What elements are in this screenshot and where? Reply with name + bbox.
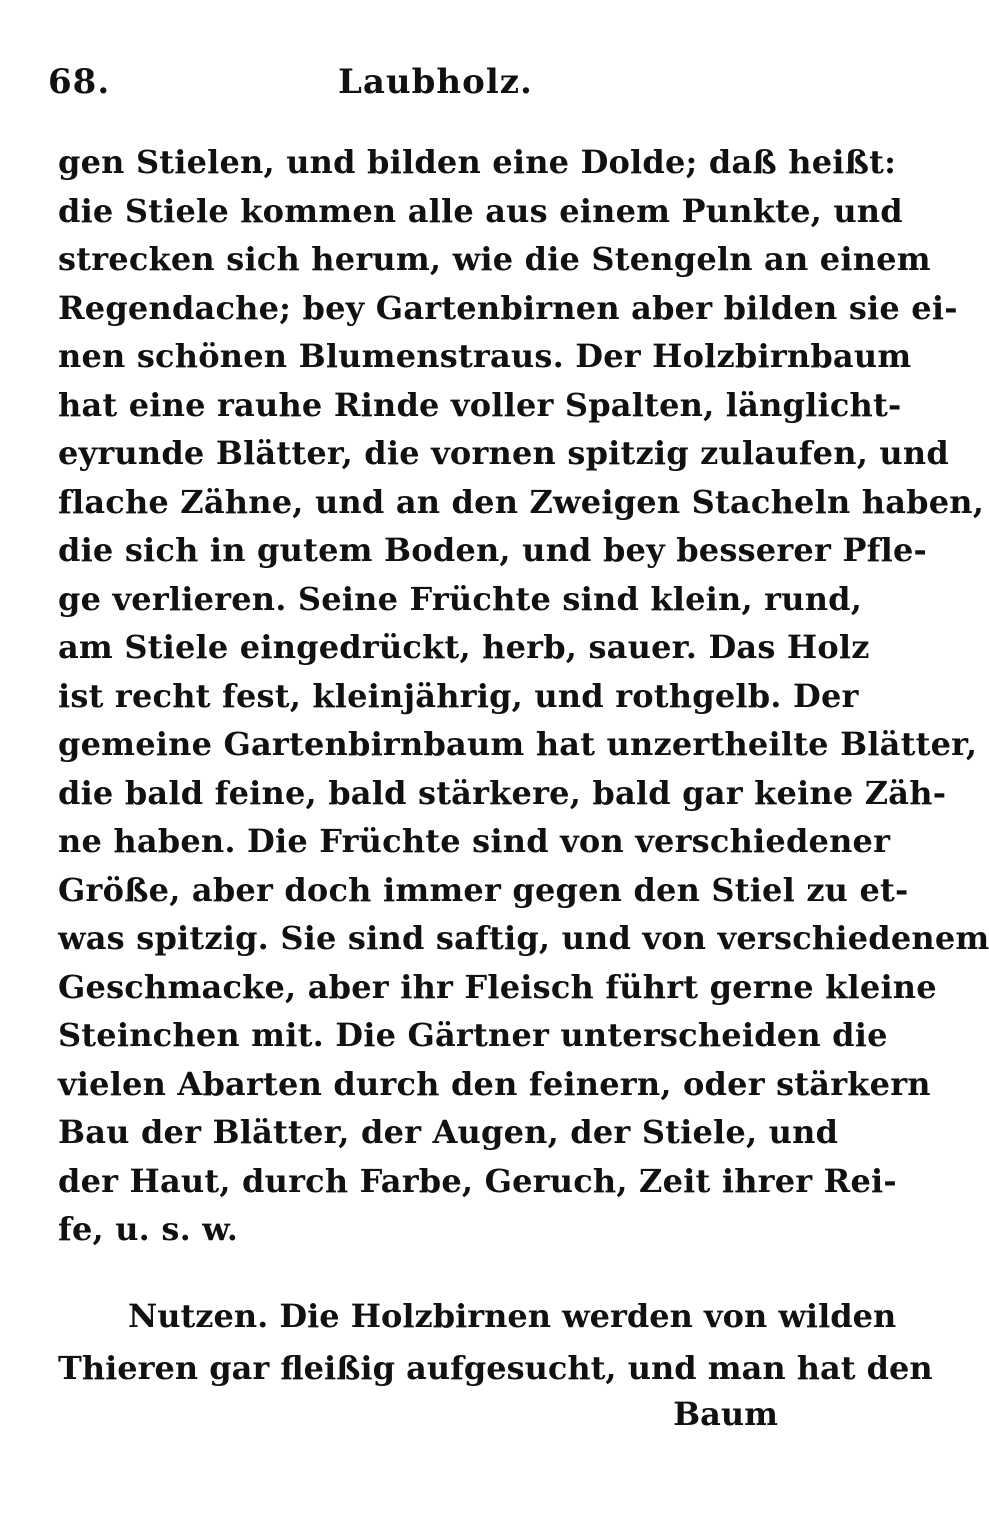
text-line: was spitzig. Sie sind saftig, und von verschiedenem (58, 919, 989, 957)
text-line: die bald feine, bald stärkere, bald gar keine Zäh- (58, 773, 947, 812)
catchword: Baum (673, 1395, 778, 1433)
running-head: Laubholz. (338, 62, 533, 102)
text-line: Steinchen mit. Die Gärtner unterscheiden die (58, 1016, 888, 1054)
page-number: 68. (48, 62, 111, 102)
section-line: Nutzen. Die Holzbirnen werden von wilden (128, 1297, 897, 1335)
text-line: flache Zähne, und an den Zweigen Stacheln haben, (58, 482, 985, 521)
text-line: gen Stielen, und bilden eine Dolde; daß heißt: (58, 143, 897, 181)
text-line: fe, u. s. w. (58, 1210, 239, 1248)
text-line: hat eine rauhe Rinde voller Spalten, länglicht- (58, 385, 902, 424)
text-line: Regendache; bey Gartenbirnen aber bilden sie ei- (58, 288, 958, 327)
text-line: Geschmacke, aber ihr Fleisch führt gerne kleine (58, 967, 937, 1006)
text-line: die sich in gutem Boden, und bey besserer Pfle- (58, 531, 927, 569)
section-line: Thieren gar fleißig aufgesucht, und man hat den (58, 1349, 933, 1387)
text-line: Bau der Blätter, der Augen, der Stiele, und (58, 1113, 839, 1151)
text-line: die Stiele kommen alle aus einem Punkte, und (58, 191, 903, 230)
text-line: ne haben. Die Früchte sind von verschiedener (58, 822, 891, 860)
text-line: strecken sich herum, wie die Stengeln an einem (58, 240, 931, 278)
text-line: nen schönen Blumenstraus. Der Holzbirnbaum (58, 337, 912, 375)
text-line: der Haut, durch Farbe, Geruch, Zeit ihrer Rei- (58, 1161, 897, 1200)
nutzen-section (58, 1290, 933, 1394)
text-line: ge verlieren. Seine Früchte sind klein, rund, (58, 579, 863, 618)
main-paragraph (58, 138, 989, 1254)
text-line: eyrunde Blätter, die vornen spitzig zulaufen, und (58, 434, 949, 472)
text-line: gemeine Gartenbirnbaum hat unzertheilte Blätter, (58, 725, 978, 763)
text-line: ist recht fest, kleinjährig, und rothgelb. Der (58, 676, 859, 715)
page-header (48, 62, 782, 112)
text-line: vielen Abarten durch den feinern, oder stärkern (58, 1064, 931, 1103)
text-line: Größe, aber doch immer gegen den Stiel zu et- (58, 870, 909, 909)
text-line: am Stiele eingedrückt, herb, sauer. Das Holz (58, 628, 870, 666)
